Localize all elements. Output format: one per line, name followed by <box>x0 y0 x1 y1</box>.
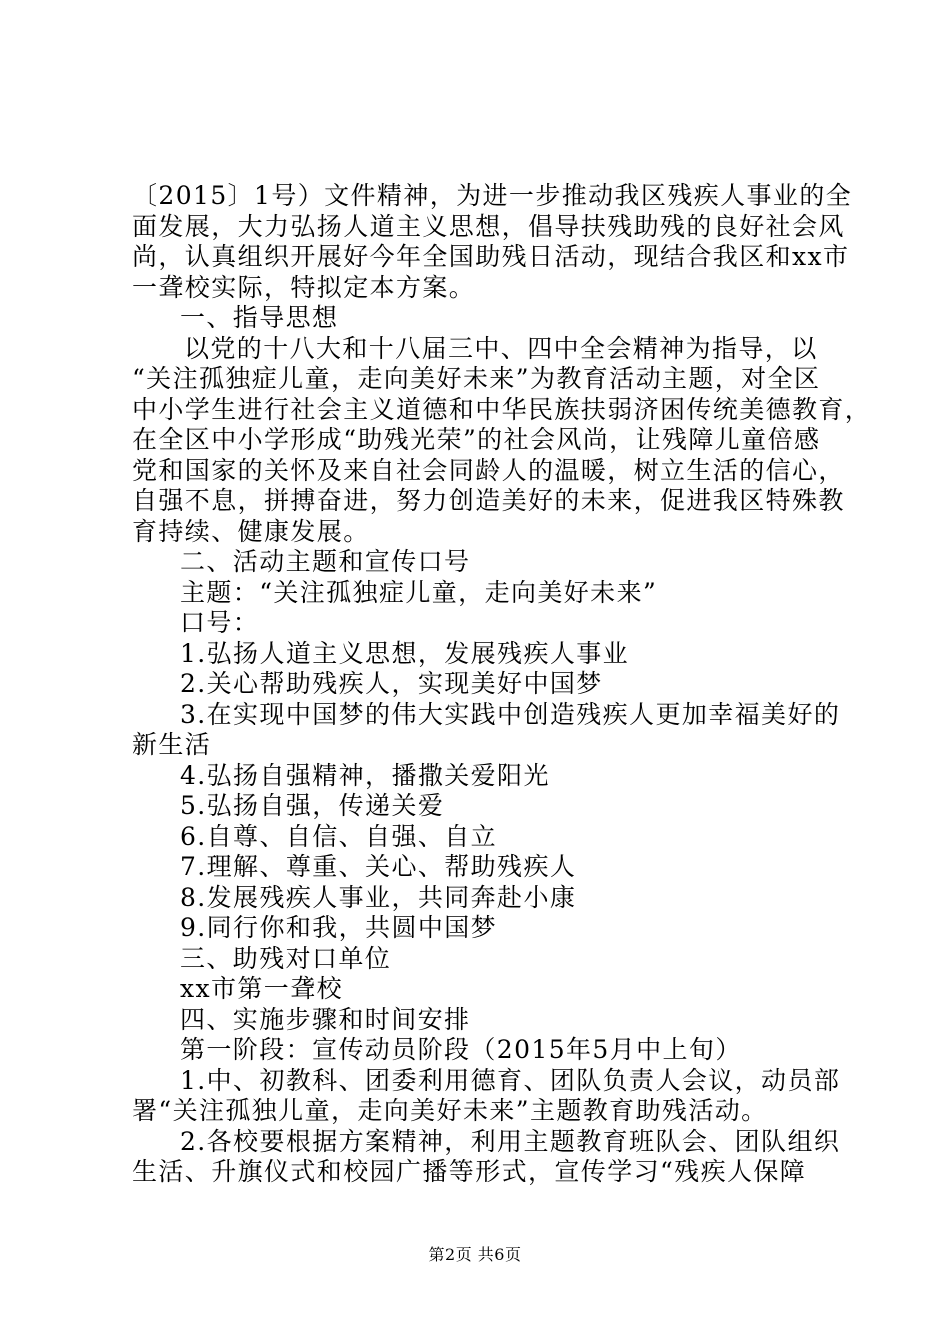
body-text-line: 育持续、健康发展。 <box>132 517 370 546</box>
list-item: 6.自尊、自信、自强、自立 <box>180 822 498 851</box>
body-text-line: 一聋校实际，特拟定本方案。 <box>132 273 476 302</box>
body-text-line: 以党的十八大和十八届三中、四中全会精神为指导，以 <box>184 334 818 363</box>
body-text-line: 第一阶段：宣传动员阶段（2015年5月中上旬） <box>180 1035 742 1064</box>
section-heading: 三、助残对口单位 <box>180 944 392 973</box>
body-text-line: 署“关注孤独儿童，走向美好未来”主题教育助残活动。 <box>132 1096 768 1125</box>
page-footer: 第2页 共6页 <box>428 1245 522 1264</box>
list-item: 9.同行你和我，共圆中国梦 <box>180 913 498 942</box>
list-item: 4.弘扬自强精神，播撒关爱阳光 <box>180 761 550 790</box>
body-text-line: 新生活 <box>132 730 212 759</box>
body-text-line: xx市第一聋校 <box>180 974 343 1003</box>
body-text-line: 党和国家的关怀及来自社会同龄人的温暖，树立生活的信心， <box>132 456 845 485</box>
section-heading: 一、指导思想 <box>180 303 339 332</box>
section-heading: 四、实施步骤和时间安排 <box>180 1005 471 1034</box>
list-item: 2.各校要根据方案精神，利用主题教育班队会、团队组织 <box>180 1127 841 1156</box>
list-item: 8.发展残疾人事业，共同奔赴小康 <box>180 883 577 912</box>
list-item: 2.关心帮助残疾人，实现美好中国梦 <box>180 669 603 698</box>
body-text-line: 尚，认真组织开展好今年全国助残日活动，现结合我区和xx市 <box>132 242 850 271</box>
list-item: 3.在实现中国梦的伟大实践中创造残疾人更加幸福美好的 <box>180 700 841 729</box>
body-text-line: 〔2015〕1号）文件精神，为进一步推动我区残疾人事业的全 <box>132 181 853 210</box>
body-text-line: 生活、升旗仪式和校园广播等形式，宣传学习“残疾人保障 <box>132 1157 807 1186</box>
body-text-line: 主题：“关注孤独症儿童，走向美好未来” <box>180 578 658 607</box>
list-item: 1.中、初教科、团委利用德育、团队负责人会议，动员部 <box>180 1066 841 1095</box>
list-item: 1.弘扬人道主义思想，发展残疾人事业 <box>180 639 630 668</box>
body-text-line: 口号： <box>180 608 260 637</box>
body-text-line: “关注孤独症儿童，走向美好未来”为教育活动主题，对全区 <box>132 364 821 393</box>
list-item: 7.理解、尊重、关心、帮助残疾人 <box>180 852 577 881</box>
body-text-line: 自强不息，拼搏奋进，努力创造美好的未来，促进我区特殊教 <box>132 486 845 515</box>
list-item: 5.弘扬自强，传递关爱 <box>180 791 445 820</box>
body-text-line: 面发展，大力弘扬人道主义思想，倡导扶残助残的良好社会风 <box>132 212 845 241</box>
body-text-line: 在全区中小学形成“助残光荣”的社会风尚，让残障儿童倍感 <box>132 425 821 454</box>
section-heading: 二、活动主题和宣传口号 <box>180 547 471 576</box>
body-text-line: 中小学生进行社会主义道德和中华民族扶弱济困传统美德教育， <box>132 395 872 424</box>
